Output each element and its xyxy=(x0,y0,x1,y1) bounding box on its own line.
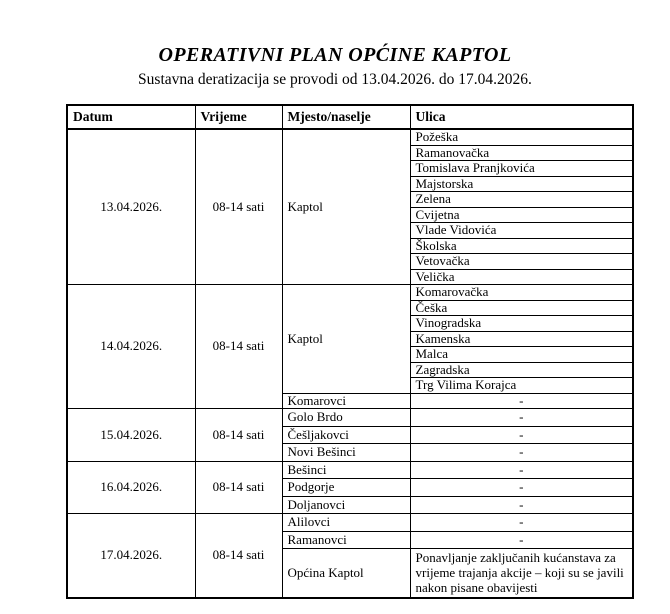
street-cell: Trg Vilima Korajca xyxy=(410,378,633,394)
date-cell: 16.04.2026. xyxy=(67,461,195,514)
street-cell: Požeška xyxy=(410,129,633,145)
date-cell: 13.04.2026. xyxy=(67,129,195,285)
place-cell: Bešinci xyxy=(282,461,410,479)
street-cell: - xyxy=(410,393,633,409)
street-cell: Ramanovačka xyxy=(410,145,633,161)
street-cell: - xyxy=(410,461,633,479)
table-row xyxy=(67,461,633,479)
table-row xyxy=(67,285,633,301)
table-header xyxy=(67,105,633,129)
street-cell: - xyxy=(410,426,633,444)
place-cell: Novi Bešinci xyxy=(282,444,410,462)
street-cell: - xyxy=(410,479,633,497)
place-cell: Komarovci xyxy=(282,393,410,409)
time-cell: 08-14 sati xyxy=(195,129,282,285)
street-cell: - xyxy=(410,409,633,427)
date-cell: 15.04.2026. xyxy=(67,409,195,462)
time-cell: 08-14 sati xyxy=(195,514,282,599)
street-cell: Vinogradska xyxy=(410,316,633,332)
street-cell: Vetovačka xyxy=(410,254,633,270)
place-cell: Alilovci xyxy=(282,514,410,532)
street-cell: - xyxy=(410,444,633,462)
street-cell: Komarovačka xyxy=(410,285,633,301)
street-cell: Malca xyxy=(410,347,633,363)
place-cell: Podgorje xyxy=(282,479,410,497)
time-cell: 08-14 sati xyxy=(195,461,282,514)
time-cell: 08-14 sati xyxy=(195,409,282,462)
street-cell: Zelena xyxy=(410,192,633,208)
page-title: OPERATIVNI PLAN OPĆINE KAPTOL xyxy=(158,44,512,66)
table-row xyxy=(67,514,633,532)
header-cell-datum: Datum xyxy=(67,105,195,129)
place-cell: Ramanovci xyxy=(282,531,410,549)
street-cell: Zagradska xyxy=(410,362,633,378)
street-cell: Majstorska xyxy=(410,176,633,192)
street-cell: Češka xyxy=(410,300,633,316)
deratization-schedule-table xyxy=(66,104,634,599)
header-cell-mjesto-naselje: Mjesto/naselje xyxy=(282,105,410,129)
header-cell-vrijeme: Vrijeme xyxy=(195,105,282,129)
street-cell: Školska xyxy=(410,238,633,254)
place-cell: Kaptol xyxy=(282,285,410,394)
time-cell: 08-14 sati xyxy=(195,285,282,409)
place-cell: Doljanovci xyxy=(282,496,410,514)
date-cell: 14.04.2026. xyxy=(67,285,195,409)
street-cell: Velička xyxy=(410,269,633,285)
street-cell: - xyxy=(410,514,633,532)
table-body xyxy=(67,129,633,598)
street-cell: Tomislava Pranjkovića xyxy=(410,161,633,177)
street-cell: Ponavljanje zaključanih kućanstava za vrijeme trajanja akcije – koji su se javili nakon pisane obavijesti xyxy=(410,549,633,599)
table-header-row xyxy=(67,105,633,129)
place-cell: Golo Brdo xyxy=(282,409,410,427)
street-cell: Kamenska xyxy=(410,331,633,347)
street-cell: - xyxy=(410,531,633,549)
table-row xyxy=(67,129,633,145)
date-cell: 17.04.2026. xyxy=(67,514,195,599)
table-row xyxy=(67,409,633,427)
place-cell: Češljakovci xyxy=(282,426,410,444)
place-cell: Općina Kaptol xyxy=(282,549,410,599)
street-cell: - xyxy=(410,496,633,514)
header-cell-ulica: Ulica xyxy=(410,105,633,129)
page-subtitle: Sustavna deratizacija se provodi od 13.04.2026. do 17.04.2026. xyxy=(138,71,532,88)
place-cell: Kaptol xyxy=(282,129,410,285)
street-cell: Vlade Vidovića xyxy=(410,223,633,239)
street-cell: Cvijetna xyxy=(410,207,633,223)
